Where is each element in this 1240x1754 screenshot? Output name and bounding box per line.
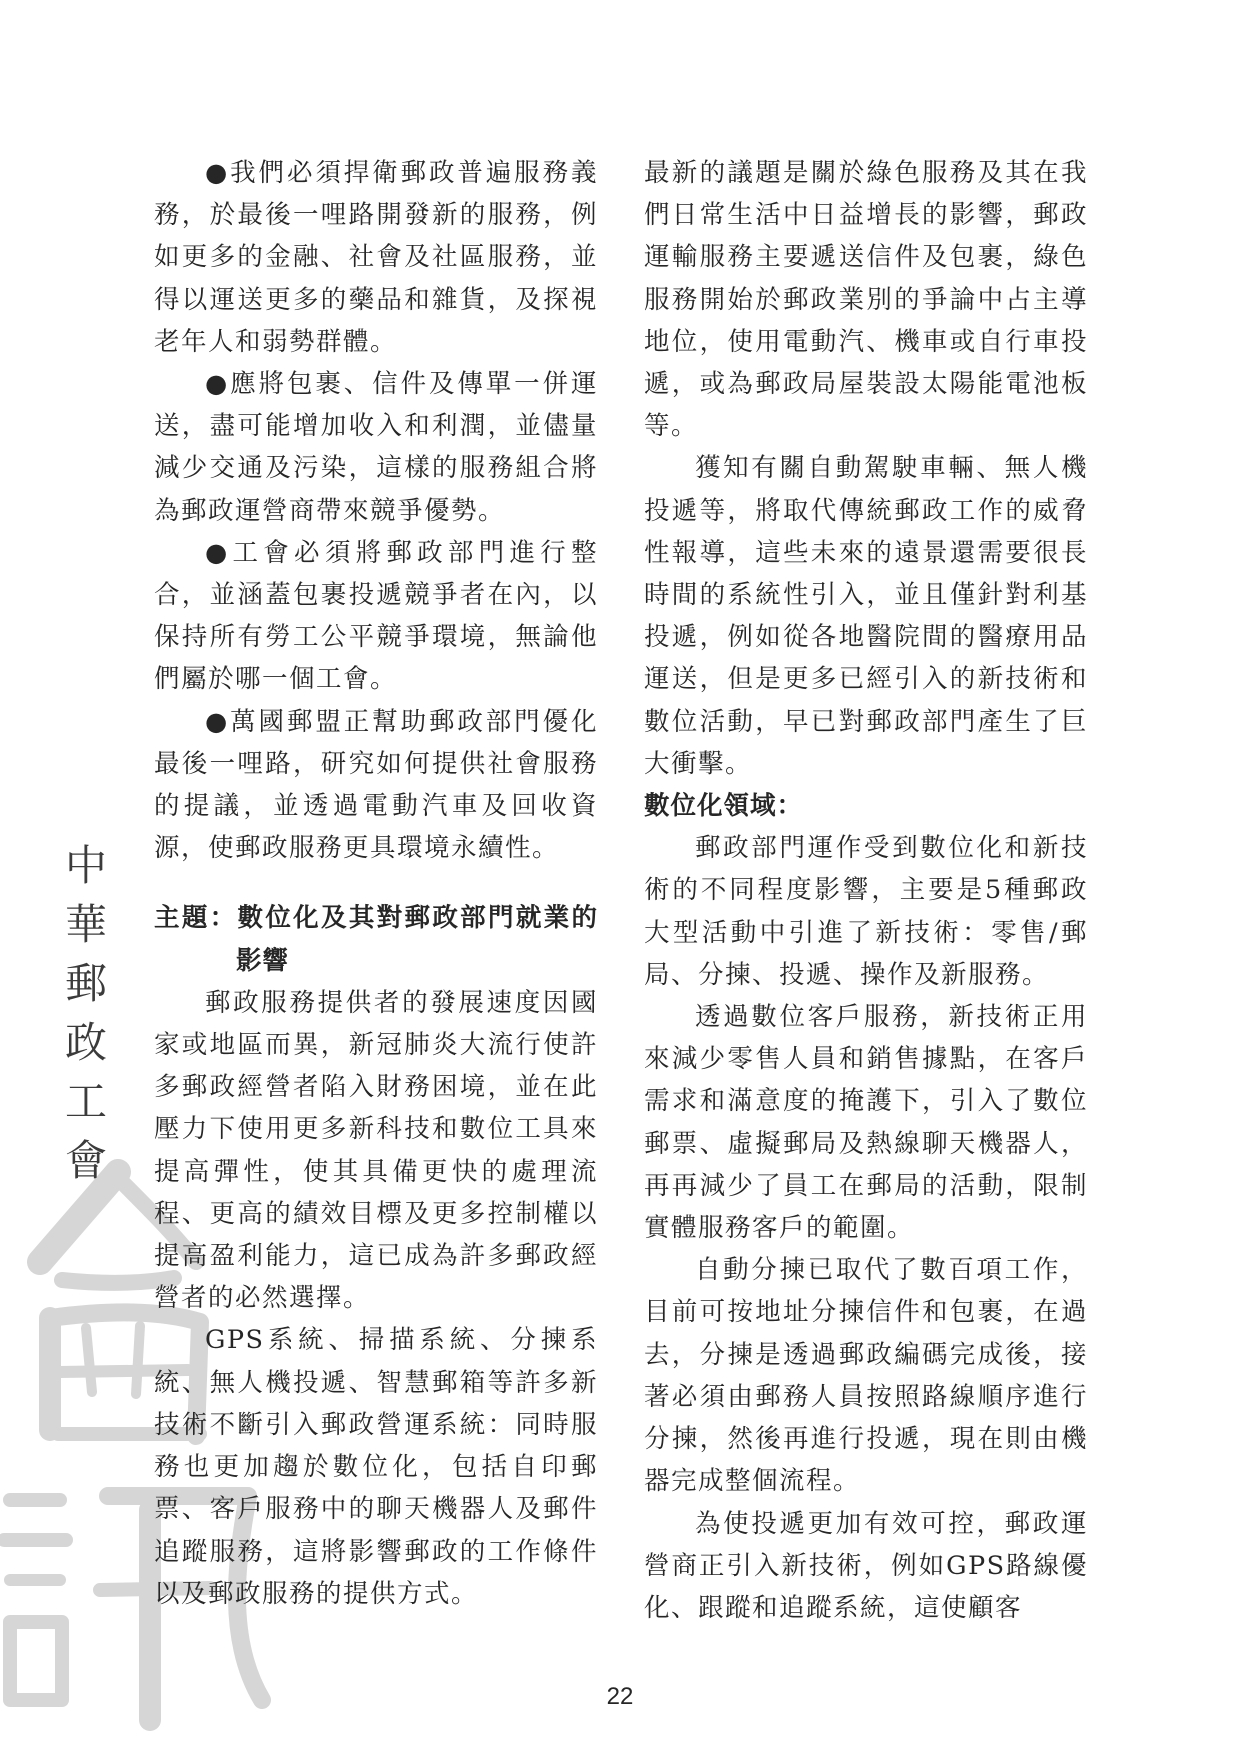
body-paragraph: 郵政部門運作受到數位化和新技術的不同程度影響，主要是5種郵政大型活動中引進了新技術：零售/郵局、分揀、投遞、操作及新服務。 — [644, 833, 1088, 990]
title-char: 華 — [64, 900, 107, 949]
vertical-publication-title — [58, 836, 114, 1190]
body-paragraph: 獲知有關自動駕駛車輛、無人機投遞等，將取代傳統郵政工作的威脅性報導，這些未來的遠景還需要很長時間的系統性引入，並且僅針對利基投遞，例如從各地醫院間的醫療用品運送，但是更多已經引入的新技術和數位活動，早已對郵政部門產生了巨大衝擊。 — [644, 453, 1088, 779]
bullet-paragraph: ●應將包裹、信件及傳單一併運送，盡可能增加收入和利潤，並儘量減少交通及污染，這樣的服務組合將為郵政運營商帶來競爭優勢。 — [154, 369, 598, 526]
title-char: 會 — [64, 1136, 107, 1185]
title-char: 中 — [64, 841, 107, 890]
right-column — [644, 152, 1088, 1629]
title-char: 郵 — [64, 959, 107, 1008]
title-char: 政 — [64, 1018, 107, 1067]
page-number: 22 — [606, 1683, 634, 1710]
left-column — [154, 152, 598, 1615]
body-paragraph: 最新的議題是關於綠色服務及其在我們日常生活中日益增長的影響，郵政運輸服務主要遞送信件及包裹，綠色服務開始於郵政業別的爭論中占主導地位，使用電動汽、機車或自行車投遞，或為郵政局屋裝設太陽能電池板等。 — [644, 158, 1088, 442]
bullet-paragraph: ●我們必須捍衛郵政普遍服務義務，於最後一哩路開發新的服務，例如更多的金融、社會及社區服務，並得以運送更多的藥品和雜貨，及探視老年人和弱勢群體。 — [154, 158, 598, 357]
bullet-paragraph: ●工會必須將郵政部門進行整合，並涵蓋包裹投遞競爭者在內，以保持所有勞工公平競爭環境，無論他們屬於哪一個工會。 — [154, 537, 598, 695]
topic-heading: 主題：數位化及其對郵政部門就業的影響 — [154, 903, 598, 976]
body-paragraph: 郵政服務提供者的發展速度因國家或地區而異，新冠肺炎大流行使許多郵政經營者陷入財務困境，並在此壓力下使用更多新科技和數位工具來提高彈性，使其具備更快的處理流程、更高的績效目標及更多控制權以提高盈利能力，這已成為許多郵政經營者的必然選擇。 — [154, 987, 598, 1314]
body-paragraph: 為使投遞更加有效可控，郵政運營商正引入新技術，例如GPS路線優化、跟蹤和追蹤系統，這使顧客 — [644, 1508, 1088, 1623]
bullet-paragraph: ●萬國郵盟正幫助郵政部門優化最後一哩路，研究如何提供社會服務的提議，並透過電動汽車及回收資源，使郵政服務更具環境永續性。 — [154, 706, 598, 864]
title-char: 工 — [64, 1077, 107, 1126]
section-heading: 數位化領域： — [644, 791, 804, 822]
body-paragraph: GPS系統、掃描系統、分揀系統、無人機投遞、智慧郵箱等許多新技術不斷引入郵政營運系統：同時服務也更加趨於數位化，包括自印郵票、客戶服務中的聊天機器人及郵件追蹤服務，這將影響郵政的工作條件以及郵政服務的提供方式。 — [154, 1325, 598, 1609]
body-paragraph: 自動分揀已取代了數百項工作，目前可按地址分揀信件和包裹，在過去，分揀是透過郵政編碼完成後，接著必須由郵務人員按照路線順序進行分揀，然後再進行投遞，現在則由機器完成整個流程。 — [644, 1255, 1088, 1497]
body-paragraph: 透過數位客戶服務，新技術正用來減少零售人員和銷售據點，在客戶需求和滿意度的掩護下，引入了數位郵票、虛擬郵局及熱線聊天機器人，再再減少了員工在郵局的活動，限制實體服務客戶的範圍。 — [644, 1002, 1088, 1244]
